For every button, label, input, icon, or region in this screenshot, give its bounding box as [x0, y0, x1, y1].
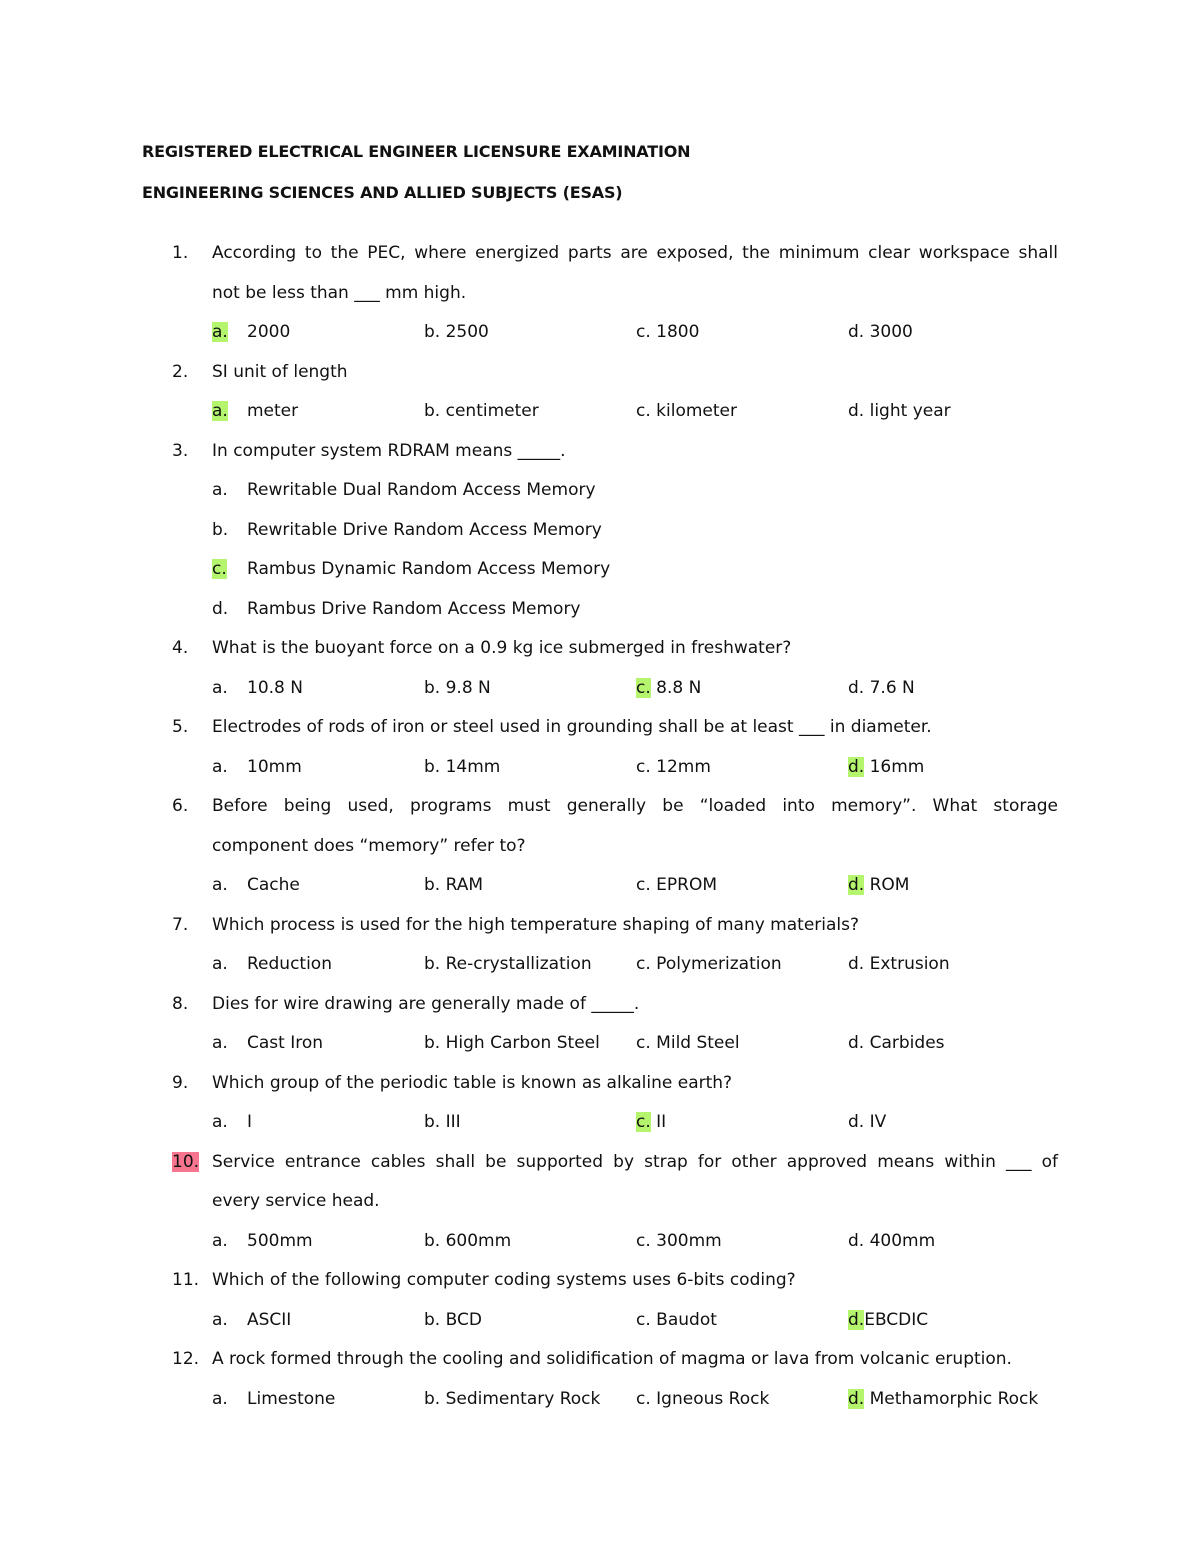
option-text: ASCII [247, 1310, 292, 1330]
option-b [424, 753, 500, 781]
option-text: meter [247, 401, 299, 421]
question-number: 5. [172, 717, 189, 737]
option-text: 500mm [247, 1231, 313, 1251]
option-c [636, 397, 737, 425]
option-letter: b. [212, 520, 229, 540]
option-d [848, 1029, 945, 1057]
question-number: 2. [172, 362, 189, 382]
option-text: I [247, 1112, 253, 1132]
option-letter: a. [212, 1231, 228, 1251]
option-b [424, 1385, 600, 1413]
option-letter: d. [212, 599, 229, 619]
option-letter: d. [848, 1231, 865, 1251]
option-letter: d. [848, 1112, 865, 1132]
option-a [212, 1108, 252, 1136]
option-text: 7.6 N [869, 678, 915, 698]
option-letter: c. [636, 1310, 651, 1330]
option-text: Cast Iron [247, 1033, 324, 1053]
option-c [636, 1306, 717, 1334]
option-a [212, 1227, 313, 1255]
option-letter: c. [636, 401, 651, 421]
option-text: EBCDIC [864, 1310, 929, 1330]
option-b [424, 1227, 511, 1255]
question-text: Before being used, programs must generally be “loaded into memory”. What storage [212, 796, 1058, 816]
option-text: 10.8 N [247, 678, 303, 698]
option-letter: d. [848, 954, 865, 974]
option-b [424, 397, 539, 425]
option-text: 14mm [445, 757, 501, 777]
option-letter: b. [424, 1033, 441, 1053]
option-d [848, 1108, 886, 1136]
option-d [848, 318, 913, 346]
option-letter: c. [636, 322, 651, 342]
question-text: SI unit of length [212, 362, 348, 382]
option-text: Sedimentary Rock [445, 1389, 601, 1409]
question-number: 4. [172, 638, 189, 658]
option-text: light year [869, 401, 951, 421]
option-b [424, 871, 483, 899]
option-text: 400mm [869, 1231, 936, 1251]
option-letter: a. [212, 480, 228, 500]
question-text: component does “memory” refer to? [212, 836, 526, 856]
option-letter: b. [424, 954, 441, 974]
flag-highlight: 10. [172, 1152, 200, 1172]
option-a [212, 871, 300, 899]
option-a [212, 397, 298, 425]
option-letter: b. [424, 875, 441, 895]
option-a [212, 753, 302, 781]
option-b [424, 950, 592, 978]
option-text: Cache [247, 875, 300, 895]
option-c [636, 950, 782, 978]
option-d [848, 1306, 928, 1334]
option-letter: c. [636, 1231, 651, 1251]
option-text: EPROM [656, 875, 718, 895]
question-text: not be less than ___ mm high. [212, 283, 467, 303]
option-d [848, 1227, 935, 1255]
option-text: Carbides [869, 1033, 945, 1053]
option-letter: b. [424, 1389, 441, 1409]
option-letter: c. [636, 1389, 651, 1409]
option-c [636, 1108, 666, 1136]
question-text: Service entrance cables shall be supported by strap for other approved means within ___ of [212, 1152, 1058, 1172]
question-number [172, 1148, 212, 1176]
option-text: 9.8 N [445, 678, 491, 698]
answer-highlight: d. [848, 1389, 865, 1409]
option-text: 3000 [869, 322, 913, 342]
option-c [636, 1227, 722, 1255]
answer-highlight: d. [848, 757, 865, 777]
option-c [212, 555, 610, 583]
option-text: Reduction [247, 954, 332, 974]
option-letter: a. [212, 954, 228, 974]
option-text: 300mm [656, 1231, 722, 1251]
option-letter: a. [212, 1310, 228, 1330]
option-text: ROM [869, 875, 910, 895]
option-letter: a. [212, 1033, 228, 1053]
question-text: every service head. [212, 1191, 380, 1211]
option-letter: c. [636, 1033, 651, 1053]
answer-highlight: c. [636, 678, 651, 698]
option-text: 10mm [247, 757, 302, 777]
option-letter: c. [636, 954, 651, 974]
option-text: Rewritable Drive Random Access Memory [247, 520, 602, 540]
option-text: BCD [445, 1310, 482, 1330]
option-text: 16mm [869, 757, 925, 777]
option-text: Igneous Rock [656, 1389, 770, 1409]
option-text: Polymerization [656, 954, 782, 974]
option-text: 600mm [445, 1231, 512, 1251]
option-c [636, 753, 711, 781]
question-number: 11. [172, 1270, 200, 1290]
option-c [636, 1029, 740, 1057]
question-text: Which of the following computer coding systems uses 6-bits coding? [212, 1270, 796, 1290]
document-subtitle: ENGINEERING SCIENCES AND ALLIED SUBJECTS (ESAS) [142, 183, 623, 202]
option-letter: d. [848, 401, 865, 421]
option-text: centimeter [445, 401, 539, 421]
option-text: Rambus Dynamic Random Access Memory [247, 559, 611, 579]
answer-highlight: a. [212, 322, 228, 342]
option-letter: c. [636, 757, 651, 777]
question-number: 9. [172, 1073, 189, 1093]
option-letter: a. [212, 757, 228, 777]
option-b [424, 674, 491, 702]
option-text: 12mm [656, 757, 711, 777]
option-b [424, 1306, 482, 1334]
answer-highlight: d. [848, 875, 865, 895]
option-text: III [445, 1112, 461, 1132]
question-number: 6. [172, 796, 189, 816]
answer-highlight: a. [212, 401, 228, 421]
option-a [212, 674, 303, 702]
option-text: Rewritable Dual Random Access Memory [247, 480, 596, 500]
option-letter: b. [424, 1112, 441, 1132]
answer-highlight: c. [636, 1112, 651, 1132]
option-c [636, 1385, 769, 1413]
question-text: Which group of the periodic table is known as alkaline earth? [212, 1073, 733, 1093]
option-text: 2000 [247, 322, 291, 342]
option-b [424, 1029, 600, 1057]
option-d [848, 753, 924, 781]
question-number: 7. [172, 915, 189, 935]
option-d [848, 871, 909, 899]
option-text: Methamorphic Rock [869, 1389, 1039, 1409]
option-text: Limestone [247, 1389, 336, 1409]
option-text: 1800 [656, 322, 700, 342]
option-d [212, 595, 581, 623]
question-text: According to the PEC, where energized parts are exposed, the minimum clear workspace shall [212, 243, 1058, 263]
question-text: A rock formed through the cooling and solidification of magma or lava from volcanic eruption. [212, 1349, 1012, 1369]
option-a [212, 318, 290, 346]
option-letter: a. [212, 1389, 228, 1409]
question-text: In computer system RDRAM means _____. [212, 441, 566, 461]
option-a [212, 1306, 291, 1334]
answer-highlight: c. [212, 559, 227, 579]
option-letter: d. [848, 1033, 865, 1053]
option-d [848, 1385, 1038, 1413]
option-d [848, 674, 915, 702]
option-text: Rambus Drive Random Access Memory [247, 599, 581, 619]
option-a [212, 1385, 335, 1413]
question-number: 3. [172, 441, 189, 461]
option-c [636, 674, 701, 702]
option-letter: a. [212, 1112, 228, 1132]
answer-highlight: d. [848, 1310, 865, 1330]
question-text: Electrodes of rods of iron or steel used in grounding shall be at least ___ in diameter. [212, 717, 932, 737]
option-c [636, 871, 717, 899]
option-letter: b. [424, 1231, 441, 1251]
question-number: 1. [172, 243, 189, 263]
document-title: REGISTERED ELECTRICAL ENGINEER LICENSURE EXAMINATION [142, 142, 691, 161]
option-letter: a. [212, 678, 228, 698]
question-text: What is the buoyant force on a 0.9 kg ice submerged in freshwater? [212, 638, 792, 658]
option-text: kilometer [656, 401, 737, 421]
option-text: 2500 [445, 322, 489, 342]
option-letter: c. [636, 875, 651, 895]
question-text: Which process is used for the high temperature shaping of many materials? [212, 915, 860, 935]
option-letter: b. [424, 401, 441, 421]
question-number: 8. [172, 994, 189, 1014]
option-text: Extrusion [869, 954, 950, 974]
option-letter: b. [424, 678, 441, 698]
option-letter: a. [212, 875, 228, 895]
option-text: Mild Steel [656, 1033, 740, 1053]
option-b [424, 318, 489, 346]
option-text: IV [869, 1112, 887, 1132]
option-b [424, 1108, 461, 1136]
option-letter: b. [424, 322, 441, 342]
option-letter: b. [424, 1310, 441, 1330]
option-letter: b. [424, 757, 441, 777]
option-a [212, 1029, 323, 1057]
option-letter: d. [848, 322, 865, 342]
question-number: 12. [172, 1349, 200, 1369]
option-d [848, 397, 951, 425]
option-text: 8.8 N [656, 678, 702, 698]
option-text: II [656, 1112, 667, 1132]
option-text: Re-crystallization [445, 954, 592, 974]
option-d [848, 950, 950, 978]
option-text: RAM [445, 875, 484, 895]
option-a [212, 476, 596, 504]
option-c [636, 318, 699, 346]
question-text: Dies for wire drawing are generally made of _____. [212, 994, 640, 1014]
option-letter: d. [848, 678, 865, 698]
option-text: Baudot [656, 1310, 717, 1330]
option-text: High Carbon Steel [445, 1033, 600, 1053]
option-a [212, 950, 332, 978]
option-b [212, 516, 602, 544]
